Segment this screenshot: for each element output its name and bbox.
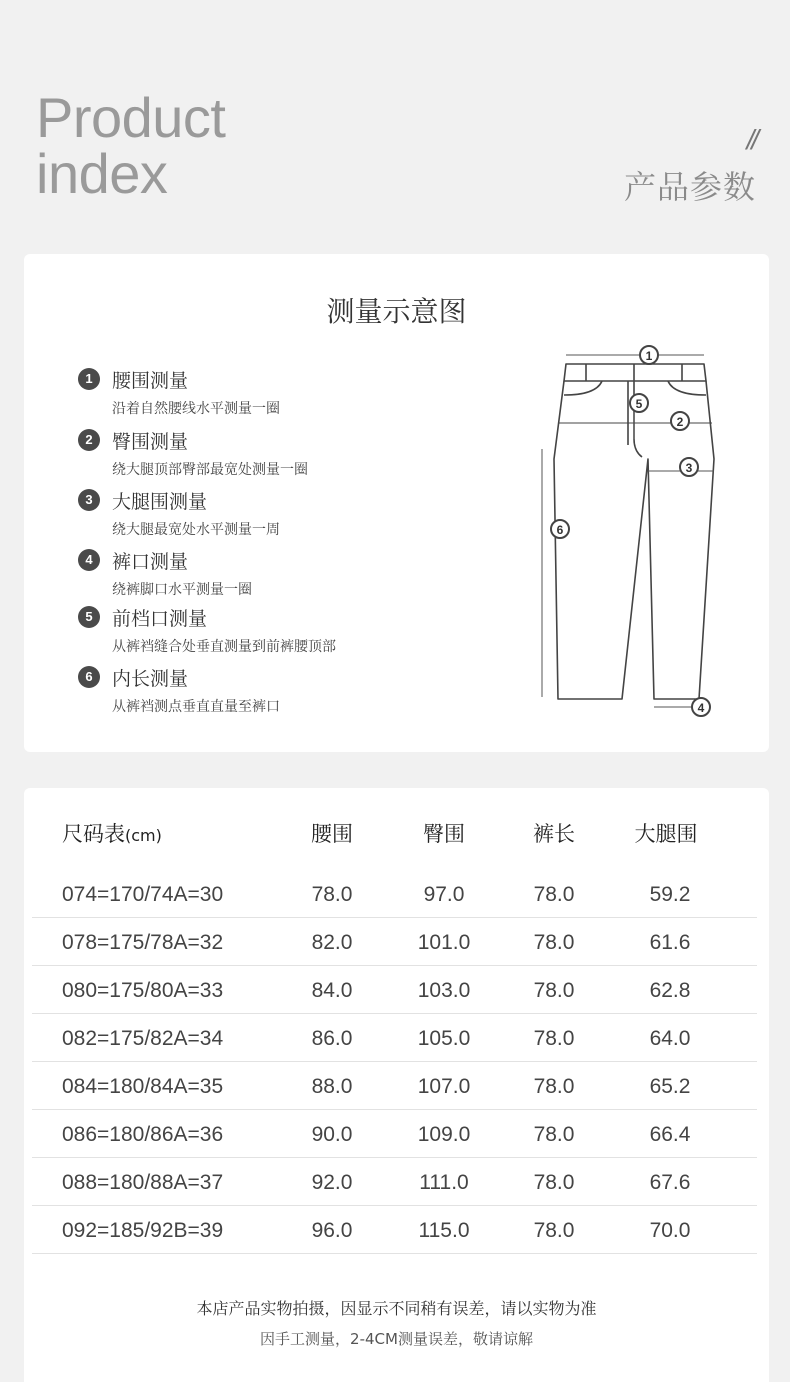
measure-item-label: 前档口测量 [112,608,208,630]
table-cell-size: 092=185/92B=39 [62,1219,224,1242]
size-table-header-unit: (cm) [125,826,162,845]
size-table-header-hip: 臀围 [423,822,465,846]
table-cell-waist: 84.0 [311,979,353,1002]
measure-number-badge: 6 [78,666,100,688]
size-table-header-waist: 腰围 [311,822,353,846]
table-cell-length: 78.0 [533,1123,575,1146]
measure-number-badge: 4 [78,549,100,571]
table-row [32,1158,757,1206]
diagram-marker-3 [680,458,698,476]
table-cell-hip: 103.0 [417,979,471,1002]
table-cell-length: 78.0 [533,883,575,906]
table-row [32,870,757,918]
table-cell-length: 78.0 [533,1219,575,1242]
table-cell-waist: 86.0 [311,1027,353,1050]
measure-item-desc: 沿着自然腰线水平测量一圈 [112,401,280,417]
measure-item-desc: 绕大腿最宽处水平测量一周 [112,522,280,538]
diagram-marker-6 [551,520,569,538]
table-cell-waist: 82.0 [311,931,353,954]
diagram-markers [551,346,710,716]
size-table-header-length: 裤长 [533,822,575,846]
table-cell-waist: 88.0 [311,1075,353,1098]
size-table-header-thigh: 大腿围 [634,822,698,846]
table-cell-length: 78.0 [533,931,575,954]
table-cell-hip: 97.0 [423,883,465,906]
measure-item-desc: 绕裤脚口水平测量一圈 [112,582,252,598]
table-cell-hip: 115.0 [418,1219,470,1242]
table-cell-size: 080=175/80A=33 [62,979,224,1002]
measure-item-desc: 从裤裆缝合处垂直测量到前裤腰顶部 [112,639,336,655]
table-row [32,966,757,1014]
table-cell-thigh: 64.0 [649,1027,691,1050]
table-cell-size: 084=180/84A=35 [62,1075,224,1098]
svg-text:5: 5 [635,397,643,411]
table-row [32,1110,757,1158]
table-cell-length: 78.0 [533,979,575,1002]
table-row [32,918,757,966]
size-table-card [24,788,769,1382]
pants-diagram [524,339,744,719]
table-cell-hip: 109.0 [417,1123,471,1146]
measure-item-desc: 从裤裆测点垂直直量至裤口 [112,699,280,715]
table-cell-length: 78.0 [533,1075,575,1098]
measurement-title: 测量示意图 [326,295,467,328]
table-cell-hip: 111.0 [419,1171,469,1194]
measure-number-badge: 3 [78,489,100,511]
measure-item-label: 大腿围测量 [112,491,208,513]
table-cell-thigh: 59.2 [649,883,691,906]
table-cell-thigh: 65.2 [649,1075,691,1098]
hero-slash-decoration: // [746,124,756,155]
table-cell-hip: 107.0 [417,1075,471,1098]
table-cell-thigh: 61.6 [649,931,691,954]
svg-text:4: 4 [697,701,705,715]
diagram-marker-2 [671,412,689,430]
table-cell-length: 78.0 [533,1027,575,1050]
measure-number-badge: 1 [78,368,100,390]
measure-item-label: 臀围测量 [112,431,189,453]
measurement-card [24,254,769,752]
hero-title-en [36,86,226,205]
table-cell-waist: 78.0 [311,883,353,906]
measure-number-badge: 2 [78,429,100,451]
measure-item-label: 内长测量 [112,668,189,690]
svg-text:1: 1 [645,349,653,363]
table-cell-size: 088=180/88A=37 [62,1171,224,1194]
table-cell-waist: 92.0 [311,1171,353,1194]
table-cell-hip: 101.0 [417,931,471,954]
table-cell-size: 082=175/82A=34 [62,1027,224,1050]
size-table-header-main: 尺码表 [62,822,125,846]
table-cell-thigh: 70.0 [649,1219,691,1242]
table-row [32,1206,757,1254]
diagram-marker-1 [640,346,658,364]
table-cell-thigh: 67.6 [649,1171,691,1194]
svg-text:3: 3 [685,461,693,475]
table-cell-thigh: 66.4 [649,1123,691,1146]
measure-number-badge: 5 [78,606,100,628]
footer-note-measure-error: 因手工测量，2-4CM测量误差，敬请谅解 [260,1330,533,1348]
hero-subtitle-cn: 产品参数 [623,168,756,206]
diagram-marker-4 [692,698,710,716]
table-cell-hip: 105.0 [417,1027,471,1050]
table-row [32,1062,757,1110]
svg-text:6: 6 [556,523,564,537]
hero-title-line1: Product [36,86,226,149]
svg-text:2: 2 [676,415,684,429]
measure-item-desc: 绕大腿顶部臀部最宽处测量一圈 [112,462,308,478]
footer-note-photo: 本店产品实物拍摄，因显示不同稍有误差，请以实物为准 [196,1299,597,1318]
table-row [32,1014,757,1062]
diagram-marker-5 [630,394,648,412]
table-cell-length: 78.0 [533,1171,575,1194]
table-cell-size: 078=175/78A=32 [62,931,224,954]
measure-item-label: 裤口测量 [112,551,189,573]
hero-title-line2: index [36,142,168,205]
table-cell-thigh: 62.8 [649,979,691,1002]
size-table-header-size [62,818,162,848]
table-cell-size: 074=170/74A=30 [62,883,224,906]
measure-item-label: 腰围测量 [112,370,189,392]
hero-header [0,0,790,250]
table-cell-waist: 96.0 [311,1219,353,1242]
table-cell-waist: 90.0 [311,1123,353,1146]
table-cell-size: 086=180/86A=36 [62,1123,224,1146]
